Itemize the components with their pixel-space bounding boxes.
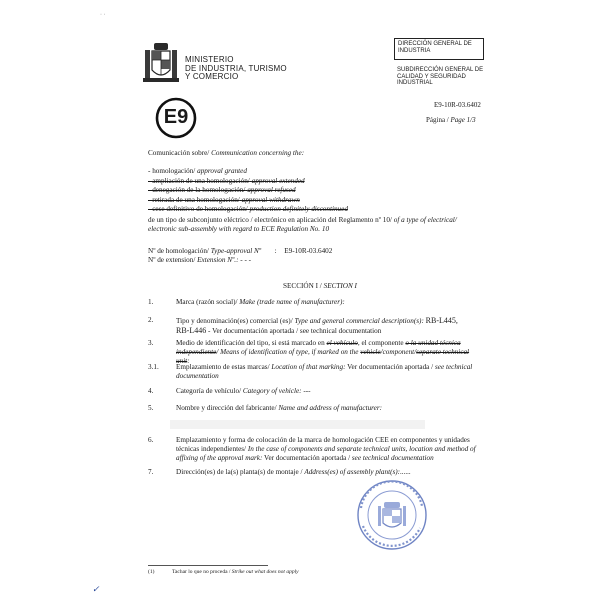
item-mark-placement: Emplazamiento y forma de colocación de la marca de homologación CEE en componentes y unidades técnicas independientes/ In the case of components and separate technical units, location and method of affixing of the approval mark: Ver documentación aportada / see technical documentation <box>176 436 476 462</box>
option-granted: - homologación/ approval granted <box>148 167 247 175</box>
extension-number-value: - - - <box>240 256 252 264</box>
extension-number-row: Nº de extension/ Extension Nº.: - - - <box>148 256 252 264</box>
directorate-line: DIRECCIÓN GENERAL DE <box>398 41 472 47</box>
ministry-line: MINISTERIO <box>185 55 234 64</box>
margin-mark: · · <box>100 12 106 18</box>
page-number <box>426 116 476 124</box>
reference-number: E9-10R-03.6402 <box>434 101 481 109</box>
page-label-en: Page 1/3 <box>450 116 476 124</box>
ministry-line: DE INDUSTRIA, TURISMO <box>185 63 287 73</box>
item-number: 2. <box>148 316 154 324</box>
item-number: 4. <box>148 387 154 395</box>
item-make: Marca (razón social)/ Make (trade name of manufacturer): <box>176 298 345 306</box>
ministry-name <box>185 56 287 82</box>
communication-label <box>148 149 304 158</box>
subject-text: de un tipo de subconjunto eléctrico / electrónico en aplicación del Reglamento nº 10/ of a type of electrical/ electronic sub-assembly with regard to ECE Regulation No. 10 <box>148 216 457 233</box>
official-stamp-icon <box>352 478 432 552</box>
item-number: 3.1. <box>148 363 159 371</box>
item-number: 6. <box>148 436 154 444</box>
approval-number-value: E9-10R-03.6402 <box>284 247 333 255</box>
approval-mark-letter: E <box>163 106 178 128</box>
redacted-address <box>170 420 425 429</box>
option-withdrawn: - retirada de una homologación/ approval withdrawn <box>148 195 300 204</box>
item-type: Tipo y denominación(es) comercial (es)/ Type and general commercial description(s): RB-L445, RB-L446 - Ver documentación aportada / see technical documentation <box>176 316 458 335</box>
item-vehicle-category: Categoría de vehículo/ Category of vehicle: --- <box>176 387 311 395</box>
item-identification: Medio de identificación del tipo, si está marcado en el vehículo, el componente o la unidad técnica independiente/ Means of identification of type, if marked on the vehicle/component/separate technical unit: <box>176 339 470 365</box>
check-mark-icon: ✓ <box>92 584 100 594</box>
approval-mark-icon <box>155 97 197 139</box>
approval-number-row: Nº de homologación/ Type-approval Nº : E9-10R-03.6402 <box>148 247 333 255</box>
item-number: 3. <box>148 339 154 347</box>
footnote-rule <box>148 565 268 566</box>
item-manufacturer: Nombre y dirección del fabricante/ Name and address of manufacturer: <box>176 404 383 412</box>
subdirectorate-line: SUBDIRECCIÓN GENERAL DE <box>397 67 484 73</box>
coat-of-arms-icon <box>142 42 180 84</box>
communication-label-en: Communication concerning the: <box>211 149 305 157</box>
page-label-es: Página / <box>426 116 449 124</box>
directorate-box <box>394 38 484 60</box>
communication-label-es: Comunicación sobre/ <box>148 149 210 157</box>
item-number: 1. <box>148 298 154 306</box>
subdirectorate <box>397 67 489 87</box>
communication-options <box>148 167 348 215</box>
subdirectorate-line: INDUSTRIAL <box>397 80 433 87</box>
item-assembly-plants: Dirección(es) de la(s) planta(s) de montaje / Address(es) of assembly plant(s):...... <box>176 468 411 476</box>
ministry-line: Y COMERCIO <box>185 72 239 81</box>
footnote: (1) Tachar lo que no proceda / Strike out what does not apply <box>148 569 299 575</box>
option-extended: - ampliación de una homologación/ approval extended <box>148 176 305 185</box>
item-marking-location: Emplazamiento de estas marcas/ Location of that marking: Ver documentación aportada / see technical documentation <box>176 363 473 380</box>
approval-mark-number: 9 <box>177 106 189 128</box>
subdirectorate-line: CALIDAD Y SEGURIDAD <box>397 73 466 80</box>
item-number: 5. <box>148 404 154 412</box>
item-number: 7. <box>148 468 154 476</box>
option-discontinued: - cese definitivo de homologación/ production definitely discontinued <box>148 205 348 213</box>
option-refused: - denegación de la homologación/ approval refused <box>148 186 296 194</box>
directorate-line: INDUSTRIA <box>398 48 431 54</box>
section-title: SECCIÓN I / SECTION I <box>283 282 357 290</box>
